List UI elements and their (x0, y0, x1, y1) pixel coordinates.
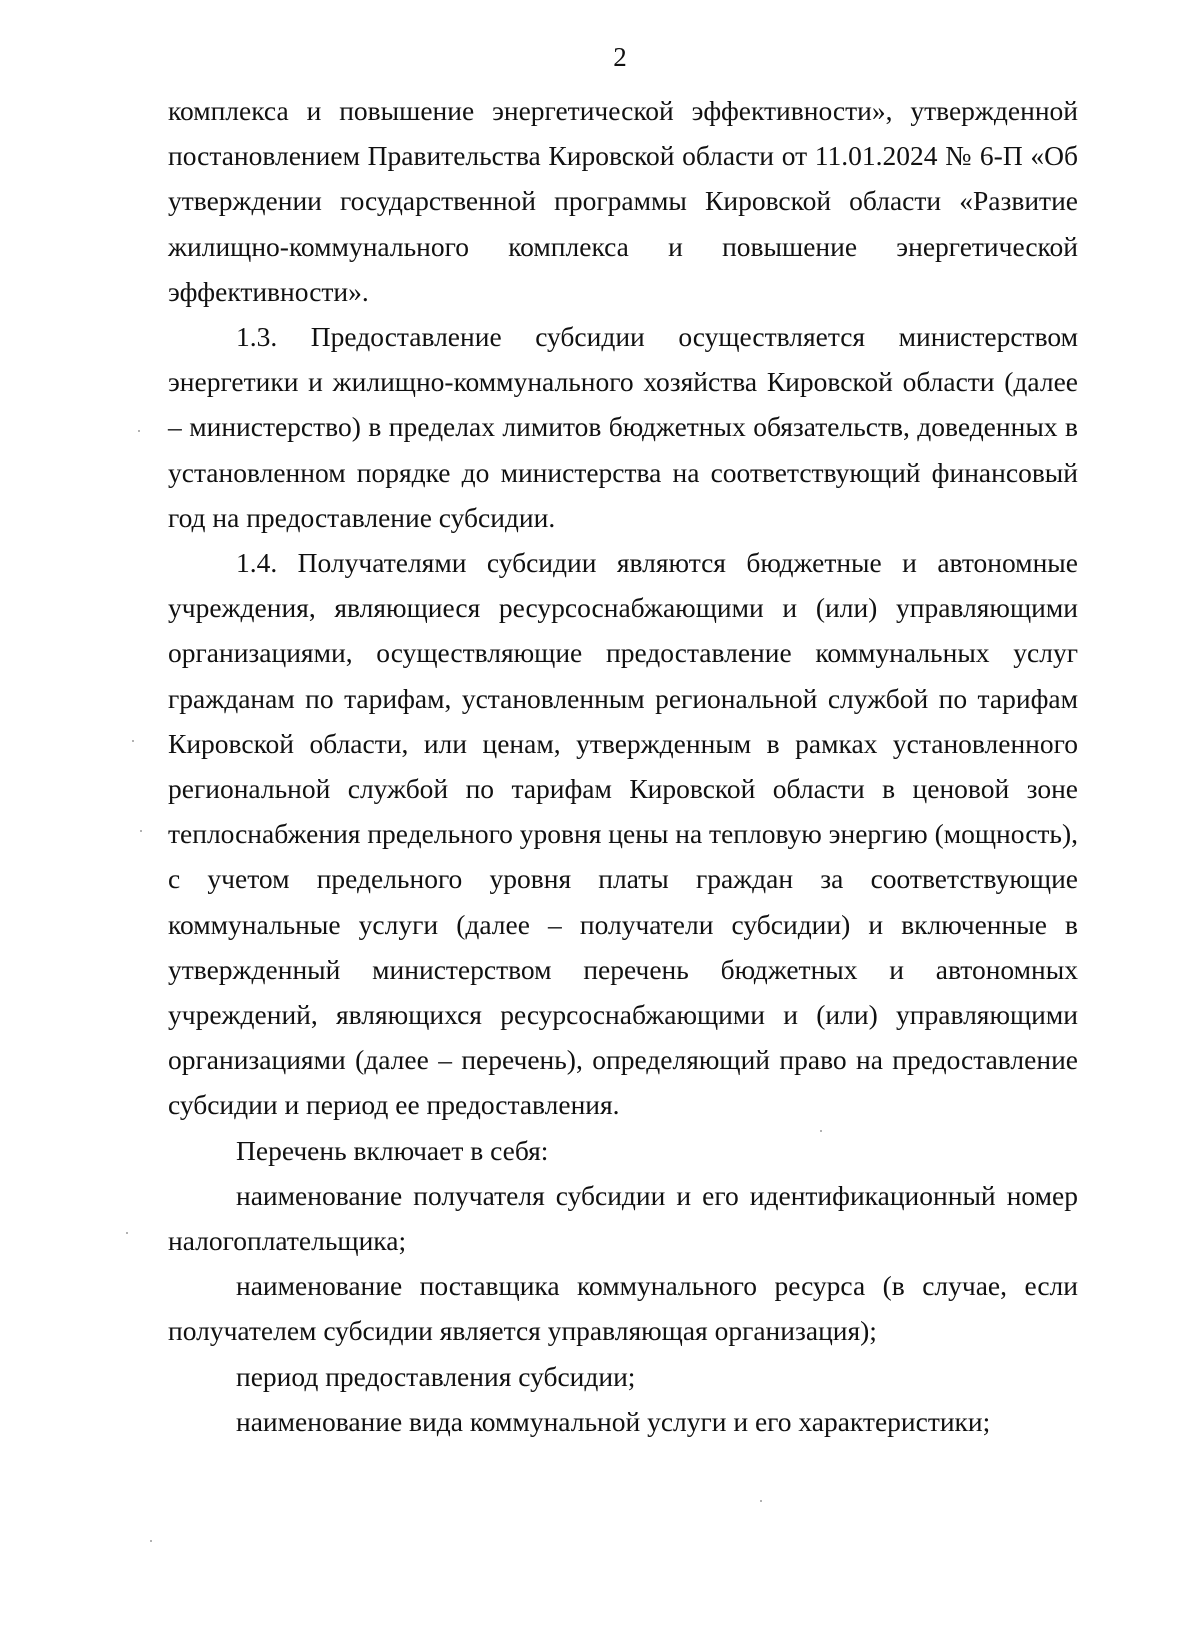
scan-speck (132, 740, 134, 742)
list-item: наименование получателя субсидии и его идентификационный номер налогоплательщика; (168, 1179, 1078, 1257)
page-number: 2 (613, 42, 627, 72)
scan-speck (138, 430, 140, 432)
scan-speck (820, 1130, 822, 1132)
scan-speck (760, 1500, 762, 1502)
scan-speck (140, 830, 142, 832)
paragraph-1-4: 1.4. Получателями субсидии являются бюджетные и автономные учреждения, являющиеся ресурсоснабжающими и (или) управляющими организациями, осуществляющие предоставление коммунальных услуг гражданам по тарифам, установленным региональной службой по тарифам Кировской области, или ценам, утвержденным в рамках установленного региональной службой по тарифам Кировской области в ценовой зоне теплоснабжения предельного уровня цены на тепловую энергию (мощность), с учетом предельного уровня платы граждан за соответствующие коммунальные услуги (далее – получатели субсидии) и включенные в утвержденный министерством перечень бюджетных и автономных учреждений, являющихся ресурсоснабжающими и (или) управляющими организациями (далее – перечень), определяющий право на предоставление субсидии и период ее предоставления. (168, 547, 1079, 1121)
document-body (168, 88, 1078, 1444)
scan-speck (150, 1540, 152, 1542)
scan-speck (126, 1232, 128, 1234)
list-item: период предоставления субсидии; (236, 1360, 636, 1392)
list-item: наименование поставщика коммунального ресурса (в случае, если получателем субсидии является управляющая организация); (168, 1270, 1078, 1347)
paragraph-continuation: комплекса и повышение энергетической эффективности», утвержденной постановлением Правительства Кировской области от 11.01.2024 № 6-П «Об утверждении государственной программы Кировской области «Развитие жилищно-коммунального комплекса и повышение энергетической эффективности». (168, 95, 1078, 307)
paragraph-1-3: 1.3. Предоставление субсидии осуществляется министерством энергетики и жилищно-коммунального хозяйства Кировской области (далее – министерство) в пределах лимитов бюджетных обязательств, доведенных в установленном порядке до министерства на соответствующий финансовый год на предоставление субсидии. (168, 321, 1078, 533)
list-intro: Перечень включает в себя: (236, 1134, 549, 1166)
list-item: наименование вида коммунальной услуги и его характеристики; (236, 1405, 991, 1437)
